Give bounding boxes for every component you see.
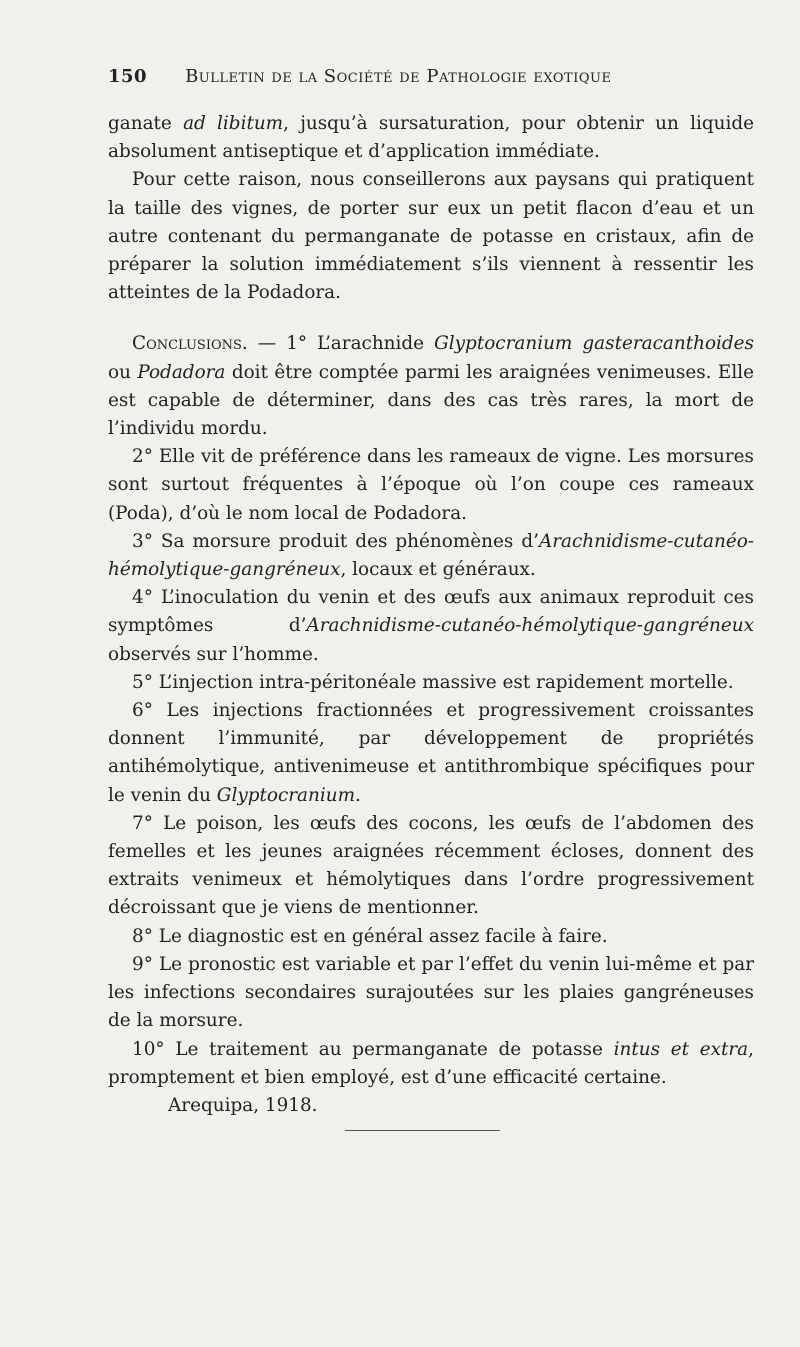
paragraph <box>108 1036 754 1092</box>
paragraph <box>108 951 754 1036</box>
paragraph <box>108 166 754 307</box>
text-run: . <box>355 784 361 806</box>
paragraph <box>108 528 754 584</box>
italic-term: Glyptocranium gasteracanthoides <box>434 333 754 355</box>
text-run: Arequipa, 1918. <box>168 1094 318 1116</box>
paragraph <box>108 810 754 923</box>
text-run: Pour cette raison, nous conseillerons aux paysans qui pratiquent la taille des vignes, de porter sur eux un petit flacon d’eau et un autre contenant du permanganate de potasse en cristaux, afin de préparer la solution immédiatement s’ils viennent à ressentir les atteintes de la Podadora. <box>108 169 754 304</box>
text-run: 8° Le diagnostic est en général assez facile à faire. <box>132 925 608 947</box>
paragraph <box>108 443 754 528</box>
text-run: , promptement et bien employé, est d’une efficacité certaine. <box>108 1038 755 1088</box>
text-run: 9° Le pronostic est variable et par l’effet du venin lui-même et par les infections secondaires surajoutées sur les plaies gangréneuses de la morsure. <box>108 953 754 1032</box>
text-run: 10° Le traitement au permanganate de potasse <box>132 1038 614 1060</box>
text-run: — 1° L’arachnide <box>247 333 435 355</box>
paragraph <box>108 584 754 669</box>
text-run: 2° Elle vit de préférence dans les rameaux de vigne. Les morsures sont surtout fréquentes à l’époque où l’on coupe ces rameaux (Poda), d’où le nom local de Podadora. <box>108 446 754 524</box>
text-run: ganate <box>108 113 184 134</box>
journal-title: Bulletin de la Société de Pathologie exotique <box>185 66 612 87</box>
paragraph <box>108 110 754 166</box>
italic-term: intus et extra <box>613 1038 749 1060</box>
italic-term: Glyptocranium <box>216 784 356 806</box>
body-text <box>108 110 754 1120</box>
italic-term: Podadora <box>137 361 226 383</box>
text-run: 7° Le poison, les œufs des cocons, les œufs de l’abdomen des femelles et les jeunes araignées récemment écloses, donnent des extraits venimeux et hémolytiques dans l’ordre progressivement décroissant que je viens de mentionner. <box>108 812 754 919</box>
text-run: 6° Les injections fractionnées et progressivement croissantes donnent l’immunité, par développement de propriétés antihémolytique, antivenimeuse et antithrombique spécifiques pour le venin du <box>108 700 754 806</box>
italic-term: ad libitum <box>183 113 284 134</box>
text-run: doit être comptée parmi les araignées venimeuses. Elle est capable de déterminer, dans des cas très rares, la mort de l’individu mordu. <box>108 361 754 440</box>
italic-term: Arachnidisme-cutanéo-hémolytique-gangréneux <box>306 615 754 637</box>
closing-rule <box>345 1130 500 1131</box>
paragraph <box>108 923 754 951</box>
text-run: 5° L’injection intra-péritonéale massive est rapidement mortelle. <box>132 671 734 693</box>
paragraph <box>108 669 754 697</box>
text-run: 4° L’inoculation du venin et des œufs aux animaux reproduit ces symptômes d’ <box>108 587 754 637</box>
place-date <box>108 1092 754 1120</box>
conclusions-paragraph <box>108 330 754 443</box>
page-number: 150 <box>108 66 148 87</box>
italic-term: Arachnidisme-cutanéo-hémolytique-gangréneux <box>108 530 754 581</box>
text-run: ou <box>108 361 138 383</box>
text-run: 3° Sa morsure produit des phénomènes d’ <box>132 530 539 552</box>
text-run: observés sur l’homme. <box>108 643 319 665</box>
section-heading: Conclusions. <box>132 333 248 355</box>
paragraph <box>108 697 754 810</box>
text-run: , jusqu’à sursaturation, pour obtenir un liquide absolument antiseptique et d’application immédiate. <box>108 113 754 163</box>
running-header <box>108 66 748 87</box>
text-run: , locaux et généraux. <box>340 559 536 581</box>
